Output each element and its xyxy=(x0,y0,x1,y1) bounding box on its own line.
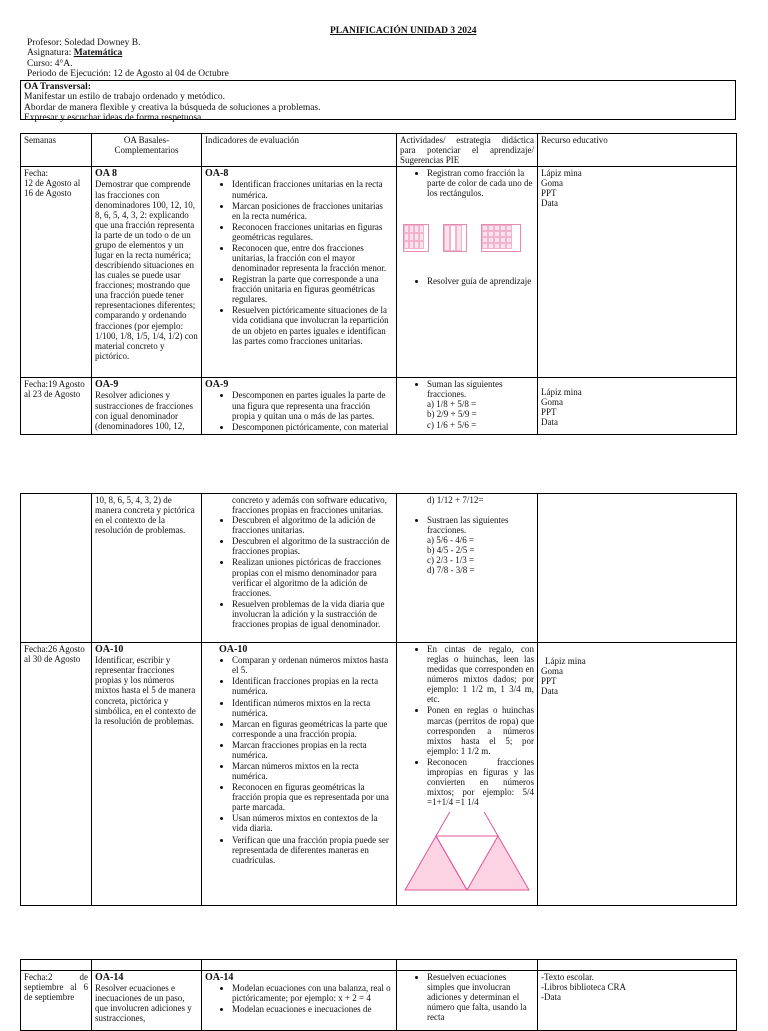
row-fecha: Fecha:19 Agosto al 23 de Agosto xyxy=(21,378,92,435)
list-item: • Descomponen en partes iguales la parte de una figura que representa una fracción propia y quitan una o más de las partes. xyxy=(232,390,393,420)
oa-text: Identificar, escribir y representar fracciones propias y los números mixtos hasta el 5 de manera concreta, pictórica y simbólica, en el contexto de la resolución de problemas. xyxy=(95,655,196,726)
list-item: • Marcan números mixtos en la recta numérica. xyxy=(232,761,393,781)
header-recurso: Recurso educativo xyxy=(538,134,737,167)
suma-heading: • Suman las siguientes fracciones. xyxy=(427,379,503,400)
list-item: • Resuelven pictóricamente situaciones de la vida cotidiana que involucran la repartición de un objeto en partes iguales e identifican las partes como fracciones unitarias. xyxy=(232,305,393,345)
list-item: • Marcan fracciones propias en la recta numérica. xyxy=(232,740,393,760)
row-recursos xyxy=(538,494,737,643)
list-item: • Realizan uniones pictóricas de fracciones propias con el mismo denominador para verificar el algoritmo de la adición de fracciones. xyxy=(232,557,393,597)
list-item: • Identifican fracciones propias en la recta numérica. xyxy=(232,676,393,696)
oa-code: OA-9 xyxy=(95,379,119,391)
oa-transversal-box xyxy=(20,80,736,124)
recurso-item: Data xyxy=(541,686,558,697)
asignatura-value: Matemática xyxy=(73,48,123,59)
list-item: • Descomponen pictóricamente, con material xyxy=(232,422,393,432)
list-item: • Descubren el algoritmo de la sustracción de fracciones propias. xyxy=(232,536,393,556)
row-fecha: Fecha:26 Agosto al 30 de Agosto xyxy=(21,643,92,906)
list-item: • Registran como fracción la parte de color de cada uno de los rectángulos. xyxy=(427,168,534,198)
transversal-line: Manifestar un estilo de trabajo ordenado y metódico. xyxy=(24,92,226,103)
row-fecha: Fecha: 12 de Agosto al 16 de Agosto xyxy=(21,167,92,378)
recurso-item: -Data xyxy=(541,992,561,1003)
list-item: • Reconocen en figuras geométricas la fracción propia que es representada por una parte marcada. xyxy=(232,782,393,812)
recurso-item: PPT xyxy=(541,188,557,199)
resta-item: b) 4/5 - 2/5 = xyxy=(427,545,475,556)
fraction-rect-2 xyxy=(443,224,467,252)
asignatura-label: Asignatura: xyxy=(27,48,74,59)
row-indicadores xyxy=(202,494,397,643)
row-actividades xyxy=(397,167,538,378)
row-oa xyxy=(92,167,202,378)
row-recursos xyxy=(538,643,737,906)
list-item: • En cintas de regalo, con reglas o huinchas, leen las medidas que corresponden en números mixtos dados; por ejemplo: 1 1/2 m, 1 3/4 m, etc. xyxy=(427,644,534,704)
profesor-line: Profesor: Soledad Downey B. xyxy=(27,38,141,48)
indicator-list xyxy=(205,655,393,865)
list-item: • Verifican que una fracción propia puede ser representada de diferentes maneras en cuadrículas. xyxy=(232,835,393,865)
indicator-list xyxy=(205,390,393,431)
ind-code: OA-10 xyxy=(219,644,248,655)
recurso-item: -Texto escolar. xyxy=(541,972,594,982)
list-item: • Usan números mixtos en contextos de la vida diaria. xyxy=(232,813,393,833)
list-item: • Reconocen fracciones unitarias en figuras geométricas regulares. xyxy=(232,222,393,242)
transversal-line: Expresar y escuchar ideas de forma respetuosa. xyxy=(24,113,204,124)
list-item: • Comparan y ordenan números mixtos hasta el 5. xyxy=(232,655,393,675)
curso-line: Curso: 4°A. xyxy=(27,58,73,69)
suma-item: d) 1/12 + 7/12= xyxy=(427,495,484,505)
oa-code: OA-14 xyxy=(95,972,124,983)
list-item: • Marcan en figuras geométricas la parte que corresponde a una fracción propia. xyxy=(232,719,393,739)
row-indicadores xyxy=(202,167,397,378)
list-item: • Resolver guía de aprendizaje xyxy=(427,276,534,286)
oa-code: OA 8 xyxy=(95,168,117,180)
list-item: • Modelan ecuaciones e inecuaciones de xyxy=(232,1004,393,1014)
list-item: • Identifican números mixtos en la recta numérica. xyxy=(232,698,393,718)
table-row xyxy=(21,643,737,906)
activity-list xyxy=(400,168,534,198)
row-indicadores xyxy=(202,960,397,971)
table-row xyxy=(21,167,737,378)
header-oa-basales: OA Basales-Complementarios xyxy=(92,134,202,167)
planning-table-part-3 xyxy=(20,959,737,1031)
activity-list xyxy=(400,379,534,429)
resta-item: d) 7/8 - 3/8 = xyxy=(427,565,475,576)
list-item: • Modelan ecuaciones con una balanza, real o pictóricamente; por ejemplo: x + 2 = 4 xyxy=(232,983,393,1003)
recurso-item: -Libros biblioteca CRA xyxy=(541,982,626,993)
ind-code: OA-14 xyxy=(205,972,234,983)
suma-item: c) 1/6 + 5/6 = xyxy=(427,419,477,430)
ind-code: OA-8 xyxy=(205,168,229,180)
header-actividades: Actividades/ estrategia didáctica para potenciar el aprendizaje/ Sugerencias PIE xyxy=(397,134,538,167)
header-indicadores: Indicadores de evaluación xyxy=(202,134,397,167)
activity-list xyxy=(400,972,534,1022)
row-actividades xyxy=(397,494,538,643)
periodo-line: Periodo de Ejecución: 12 de Agosto al 04 de Octubre xyxy=(27,69,229,80)
planning-table-part-1 xyxy=(20,133,737,435)
indicator-list xyxy=(205,515,393,629)
suma-item: b) 2/9 + 5/9 = xyxy=(427,409,477,420)
asignatura-line xyxy=(27,48,229,58)
table-header-row xyxy=(21,134,737,167)
activity-list xyxy=(400,276,534,286)
recurso-item: Goma xyxy=(541,397,563,408)
row-actividades xyxy=(397,971,538,1031)
list-item: • Identifican fracciones unitarias en la recta numérica. xyxy=(232,179,393,199)
list-item xyxy=(427,379,534,429)
row-recursos xyxy=(538,971,737,1031)
row-oa xyxy=(92,960,202,971)
recurso-item: Lápiz mina xyxy=(545,656,586,666)
row-fecha xyxy=(21,494,92,643)
list-item: • Descubren el algoritmo de la adición de fracciones unitarias. xyxy=(232,515,393,535)
resta-item: a) 5/6 - 4/6 = xyxy=(427,535,475,546)
row-recursos xyxy=(538,378,737,435)
oa-text: Resolver adiciones y sustracciones de fracciones con igual denominador (denominadores 100, 12, xyxy=(95,390,193,431)
recurso-item: Data xyxy=(541,417,558,428)
transversal-line: Abordar de manera flexible y creativa la búsqueda de soluciones a problemas. xyxy=(24,102,321,113)
plan-title: PLANIFICACIÓN UNIDAD 3 2024 xyxy=(330,26,477,36)
row-fecha: Fecha:2 de septiembre al 6 de septiembre xyxy=(21,971,92,1031)
recurso-item: Goma xyxy=(541,666,563,677)
oa-transversal-heading: OA Transversal: xyxy=(24,82,91,92)
recurso-item: Lápiz mina xyxy=(541,168,582,179)
resta-heading: • Sustraen las siguientes fracciones. xyxy=(427,515,509,536)
fraction-rectangles-figure xyxy=(403,224,534,252)
header-semanas: Semanas xyxy=(21,134,92,167)
recurso-item: Goma xyxy=(541,178,563,189)
recurso-item: PPT xyxy=(541,407,557,418)
table-row xyxy=(21,971,737,1031)
table-row xyxy=(21,378,737,435)
table-row xyxy=(21,494,737,643)
indicator-list xyxy=(205,983,393,1014)
list-item: • Reconocen que, entre dos fracciones unitarias, la fracción con el mayor denominador representa la fracción menor. xyxy=(232,243,393,273)
fraction-rect-3 xyxy=(481,224,521,252)
indicator-continued: concreto y además con software educativo, fracciones propias en fracciones unitarias. xyxy=(232,495,387,516)
triangle-fraction-figure xyxy=(404,812,530,902)
suma-item: a) 1/8 + 5/8 = xyxy=(427,399,477,410)
header-info xyxy=(27,38,229,80)
list-item: • Resuelven ecuaciones simples que involucran adiciones y determinan el número que falta, usando la recta xyxy=(427,972,534,1022)
list-item: • Ponen en reglas o huinchas marcas (perritos de ropa) que corresponden a números mixtos hasta el 5; por ejemplo: 1 1/2 m. xyxy=(427,705,534,755)
row-actividades xyxy=(397,960,538,971)
planning-table-part-2 xyxy=(20,493,737,906)
oa-text: Resolver ecuaciones e inecuaciones de un paso, que involucren adiciones y sustracciones, xyxy=(95,983,192,1024)
activity-list xyxy=(400,515,534,575)
list-item xyxy=(427,515,534,575)
recurso-item: PPT xyxy=(541,676,557,687)
row-oa xyxy=(92,378,202,435)
recurso-item: Data xyxy=(541,198,558,209)
indicator-list xyxy=(205,179,393,345)
list-item: • Reconocen fracciones impropias en figuras y las convierten en números mixtos; por ejemplo: 5/4 =1+1/4 =1 1/4 xyxy=(427,757,534,807)
row-oa xyxy=(92,643,202,906)
row-indicadores xyxy=(202,971,397,1031)
row-oa xyxy=(92,971,202,1031)
oa-text: Demostrar que comprende las fracciones con denominadores 100, 12, 10, 8, 6, 5, 4, 3, 2: explicando que una fracción representa la parte de un todo o de un grupo de elementos y un lugar en la recta numérica; describiendo situaciones en las cuales se puede usar fracciones; mostrando que una fracción puede tener representaciones diferentes; comparando y ordenando fracciones (por ejemplo: 1/100, 1/8, 1/5, 1/4, 1/2) con material concreto y pictórico. xyxy=(95,179,198,361)
oa-code: OA-10 xyxy=(95,644,124,655)
row-indicadores xyxy=(202,378,397,435)
list-item: • Resuelven problemas de la vida diaria que involucran la adición y la sustracción de fracciones propias de igual denominador. xyxy=(232,599,393,629)
row-actividades xyxy=(397,643,538,906)
row-recursos xyxy=(538,167,737,378)
list-item: • Marcan posiciones de fracciones unitarias en la recta numérica. xyxy=(232,201,393,221)
activity-list xyxy=(400,644,534,807)
ind-code: OA-9 xyxy=(205,379,229,391)
row-oa: 10, 8, 6, 5, 4, 3, 2) de manera concreta y pictórica en el contexto de la resolución de problemas. xyxy=(92,494,202,643)
row-fecha xyxy=(21,960,92,971)
resta-item: c) 2/3 - 1/3 = xyxy=(427,555,475,566)
row-recursos xyxy=(538,960,737,971)
row-actividades xyxy=(397,378,538,435)
fraction-rect-1 xyxy=(403,224,429,252)
table-row xyxy=(21,960,737,971)
list-item: • Registran la parte que corresponde a una fracción unitaria en figuras geométricas regulares. xyxy=(232,274,393,304)
recurso-item: Lápiz mina xyxy=(541,387,582,398)
row-indicadores xyxy=(202,643,397,906)
